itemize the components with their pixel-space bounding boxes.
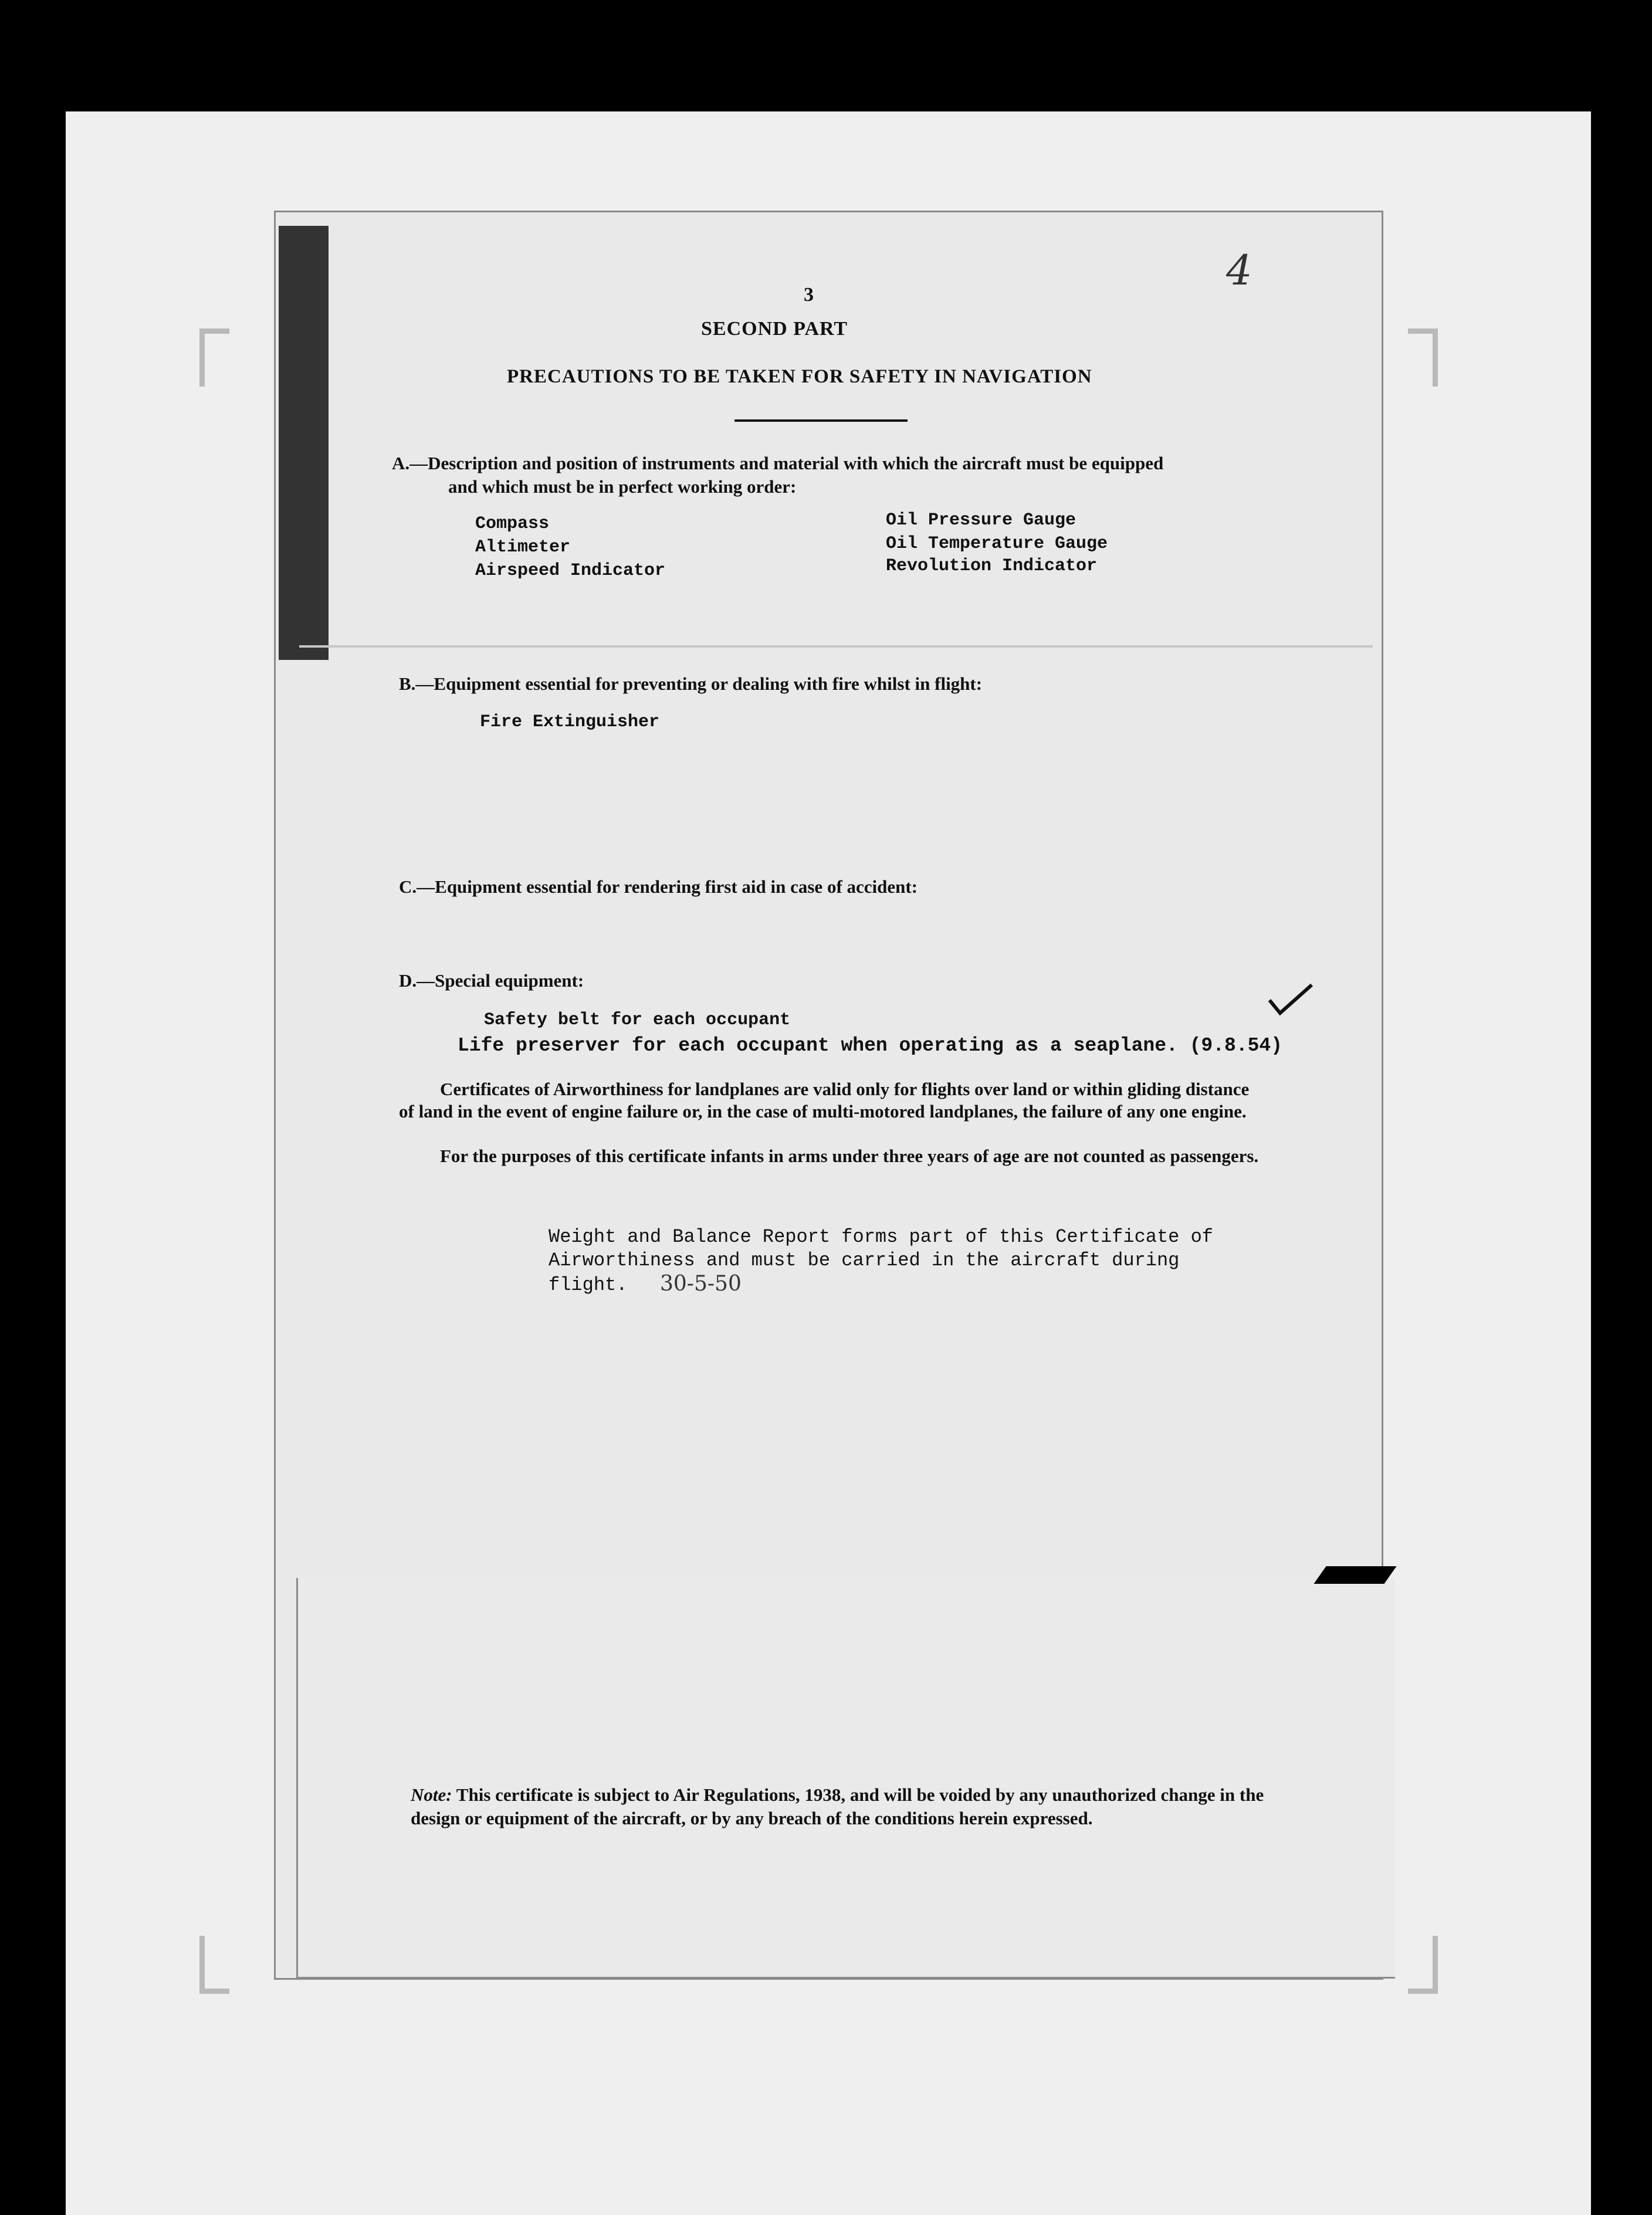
typed-note-line-3: flight. [549, 1274, 628, 1296]
page-number: 3 [804, 284, 814, 306]
typed-note-line-1: Weight and Balance Report forms part of this Certificate of [549, 1226, 1213, 1248]
crop-mark-top-left [199, 328, 229, 387]
section-d-label: D.—Special equipment: [399, 970, 584, 991]
torn-corner [1314, 1566, 1396, 1584]
paragraph-landplanes: Certificates of Airworthiness for landplanes are valid only for flights over land or within gliding distance of land in the event of engine failure or, in the case of multi-motored landplanes, the failure of any one engine. [399, 1079, 1250, 1122]
footer-note-text: This certificate is subject to Air Regulations, 1938, and will be voided by any unauthorized change in the design or equipment of the aircraft, or by any breach of the conditions herein expressed. [411, 1784, 1264, 1828]
equipment-fire-extinguisher: Fire Extinguisher [480, 712, 660, 732]
crop-mark-bottom-right [1408, 1936, 1438, 1994]
instrument-revolution: Revolution Indicator [886, 556, 1098, 576]
typed-note-date: 30-5-50 [660, 1272, 742, 1296]
check-mark-icon [1267, 983, 1314, 1018]
crop-mark-top-right [1408, 328, 1438, 387]
special-equipment-safety-belt: Safety belt for each occupant [484, 1010, 791, 1030]
fold-line [299, 645, 1373, 648]
instrument-compass: Compass [475, 514, 550, 534]
crop-mark-bottom-left [199, 1936, 229, 1994]
instrument-airspeed: Airspeed Indicator [475, 561, 666, 581]
footer-note [411, 1783, 1279, 1830]
heading-rule [734, 419, 908, 422]
typed-note-line-2: Airworthiness and must be carried in the aircraft during [549, 1249, 1180, 1271]
document-lower-fold [296, 1578, 1395, 1979]
binding-tape [279, 226, 329, 660]
special-equipment-life-preserver: Life preserver for each occupant when operating as a seaplane. (9.8.54) [458, 1035, 1283, 1056]
footer-note-prefix: Note: [411, 1784, 452, 1805]
section-heading: PRECAUTIONS TO BE TAKEN FOR SAFETY IN NAVIGATION [507, 366, 1092, 387]
paragraph-infants: For the purposes of this certificate infants in arms under three years of age are not counted as passengers. [440, 1146, 1259, 1166]
instrument-oil-temperature: Oil Temperature Gauge [886, 534, 1108, 554]
section-c-label: C.—Equipment essential for rendering first aid in case of accident: [399, 876, 918, 897]
instrument-oil-pressure: Oil Pressure Gauge [886, 510, 1076, 530]
part-title: SECOND PART [701, 318, 848, 340]
section-a-label: A.—Description and position of instruments and material with which the aircraft must be equipped [392, 453, 1164, 473]
margin-handwritten-mark: 4 [1226, 246, 1252, 294]
section-b-label: B.—Equipment essential for preventing or dealing with fire whilst in flight: [399, 673, 983, 694]
instrument-altimeter: Altimeter [475, 537, 571, 557]
section-a-label-cont: and which must be in perfect working order: [448, 476, 797, 497]
